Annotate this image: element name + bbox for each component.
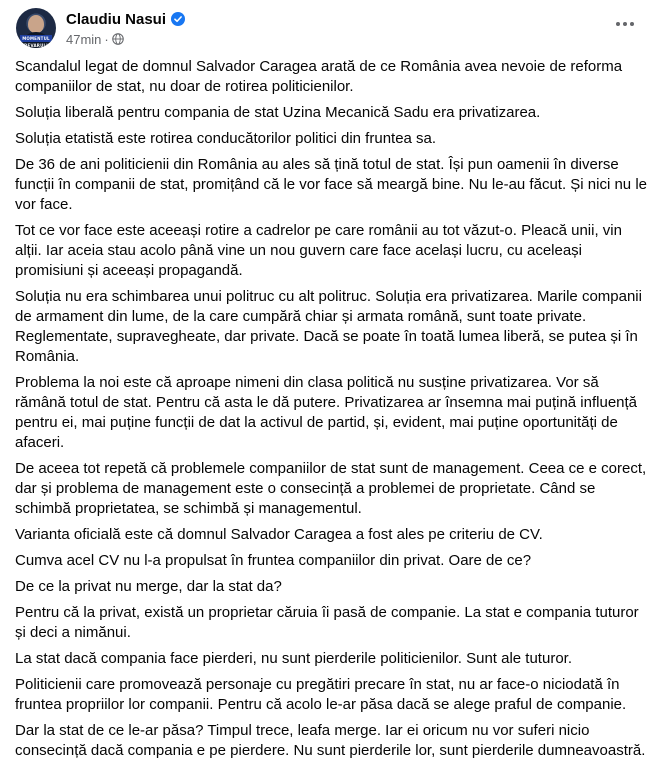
post-header	[16, 8, 647, 50]
avatar-banner: MOMENTUL ADEVARULUI	[20, 36, 52, 48]
post-paragraph: Soluția nu era schimbarea unui politruc cu alt politruc. Soluția era privatizarea. Marile companii de armament din lume, de la care cumpără chiar și armata română, sunt toate private. Reglementate, supravegheate, dar private. Dacă se poate în toată lumea liberă, se putea și în România.	[15, 288, 642, 365]
post-paragraph: Varianta oficială este că domnul Salvador Caragea a fost ales pe criteriu de CV.	[15, 526, 543, 543]
post-paragraph: Problema la noi este că aproape nimeni din clasa politică nu susține privatizarea. Vor să rămână totul de stat. Pentru că asta le dă putere. Privatizarea ar însemna mai puțină influență pentru ei, mai puține funcții de dat la activul de partid, și, evident, mai puține oportunități de afaceri.	[15, 374, 638, 451]
verified-badge-icon	[171, 12, 185, 26]
post-paragraph: De 36 de ani politicienii din România au ales să țină totul de stat. Își pun oamenii în diverse funcții în companii de stat, promițând că le vor face să meargă bine. Nu le-au făcut. Și nici nu le vor face.	[15, 156, 647, 213]
post-paragraph: Tot ce vor face este aceeași rotire a cadrelor pe care românii au tot văzut-o. Pleacă unii, vin alții. Iar aceia stau acolo până vine un nou guvern care face același lucru, cu aceleași promisiuni și aceeași propagandă.	[15, 222, 622, 279]
post-body	[15, 57, 649, 767]
more-dot	[630, 22, 634, 26]
post-paragraph: La stat dacă compania face pierderi, nu sunt pierderile politicienilor. Sunt ale tuturor.	[15, 650, 572, 667]
post-paragraph: Pentru că la privat, există un proprietar căruia îi pasă de companie. La stat e compania tuturor și deci a nimănui.	[15, 604, 639, 641]
more-dot	[623, 22, 627, 26]
post-paragraph: Politicienii care promovează personaje cu pregătiri precare în stat, nu ar face-o niciodată în fruntea propriilor lor companii. Pentru că acolo le-ar păsa dacă se alege praful de companie.	[15, 676, 627, 713]
post-paragraph: De ce la privat nu merge, dar la stat da?	[15, 578, 282, 595]
post-paragraph: De aceea tot repetă că problemele companiilor de stat sunt de management. Ceea ce e corect, dar și problema de management este o consecință a problemei de proprietate. Când se schimbă proprietatea, se schimbă și managementul.	[15, 460, 647, 517]
meta-separator: ·	[104, 31, 109, 47]
avatar-face	[28, 15, 44, 33]
post-timestamp[interactable]: 47min	[66, 31, 102, 47]
post-paragraph: Dar la stat de ce le-ar păsa? Timpul trece, leafa merge. Iar ei oricum nu vor suferi nicio consecință dacă compania e pe pierdere. Nu sunt pierderile lor, sunt pierderile dumneavoastră.	[15, 722, 646, 759]
more-dot	[616, 22, 620, 26]
post-meta	[66, 31, 124, 47]
post-paragraph: Soluția etatistă este rotirea conducătorilor politici din fruntea sa.	[15, 130, 437, 147]
author-name[interactable]: Claudiu Nasui	[66, 10, 167, 28]
author-row	[66, 10, 185, 28]
post-paragraph: Soluția liberală pentru compania de stat Uzina Mecanică Sadu era privatizarea.	[15, 104, 541, 121]
avatar[interactable]	[16, 8, 56, 48]
post-paragraph: Cumva acel CV nu l-a propulsat în fruntea companiilor din privat. Oare de ce?	[15, 552, 532, 569]
more-options-button[interactable]	[607, 10, 643, 38]
globe-icon[interactable]	[112, 33, 124, 45]
post-paragraph: Scandalul legat de domnul Salvador Caragea arată de ce România avea nevoie de reforma companiilor de stat, nu doar de rotirea politicienilor.	[15, 58, 623, 95]
